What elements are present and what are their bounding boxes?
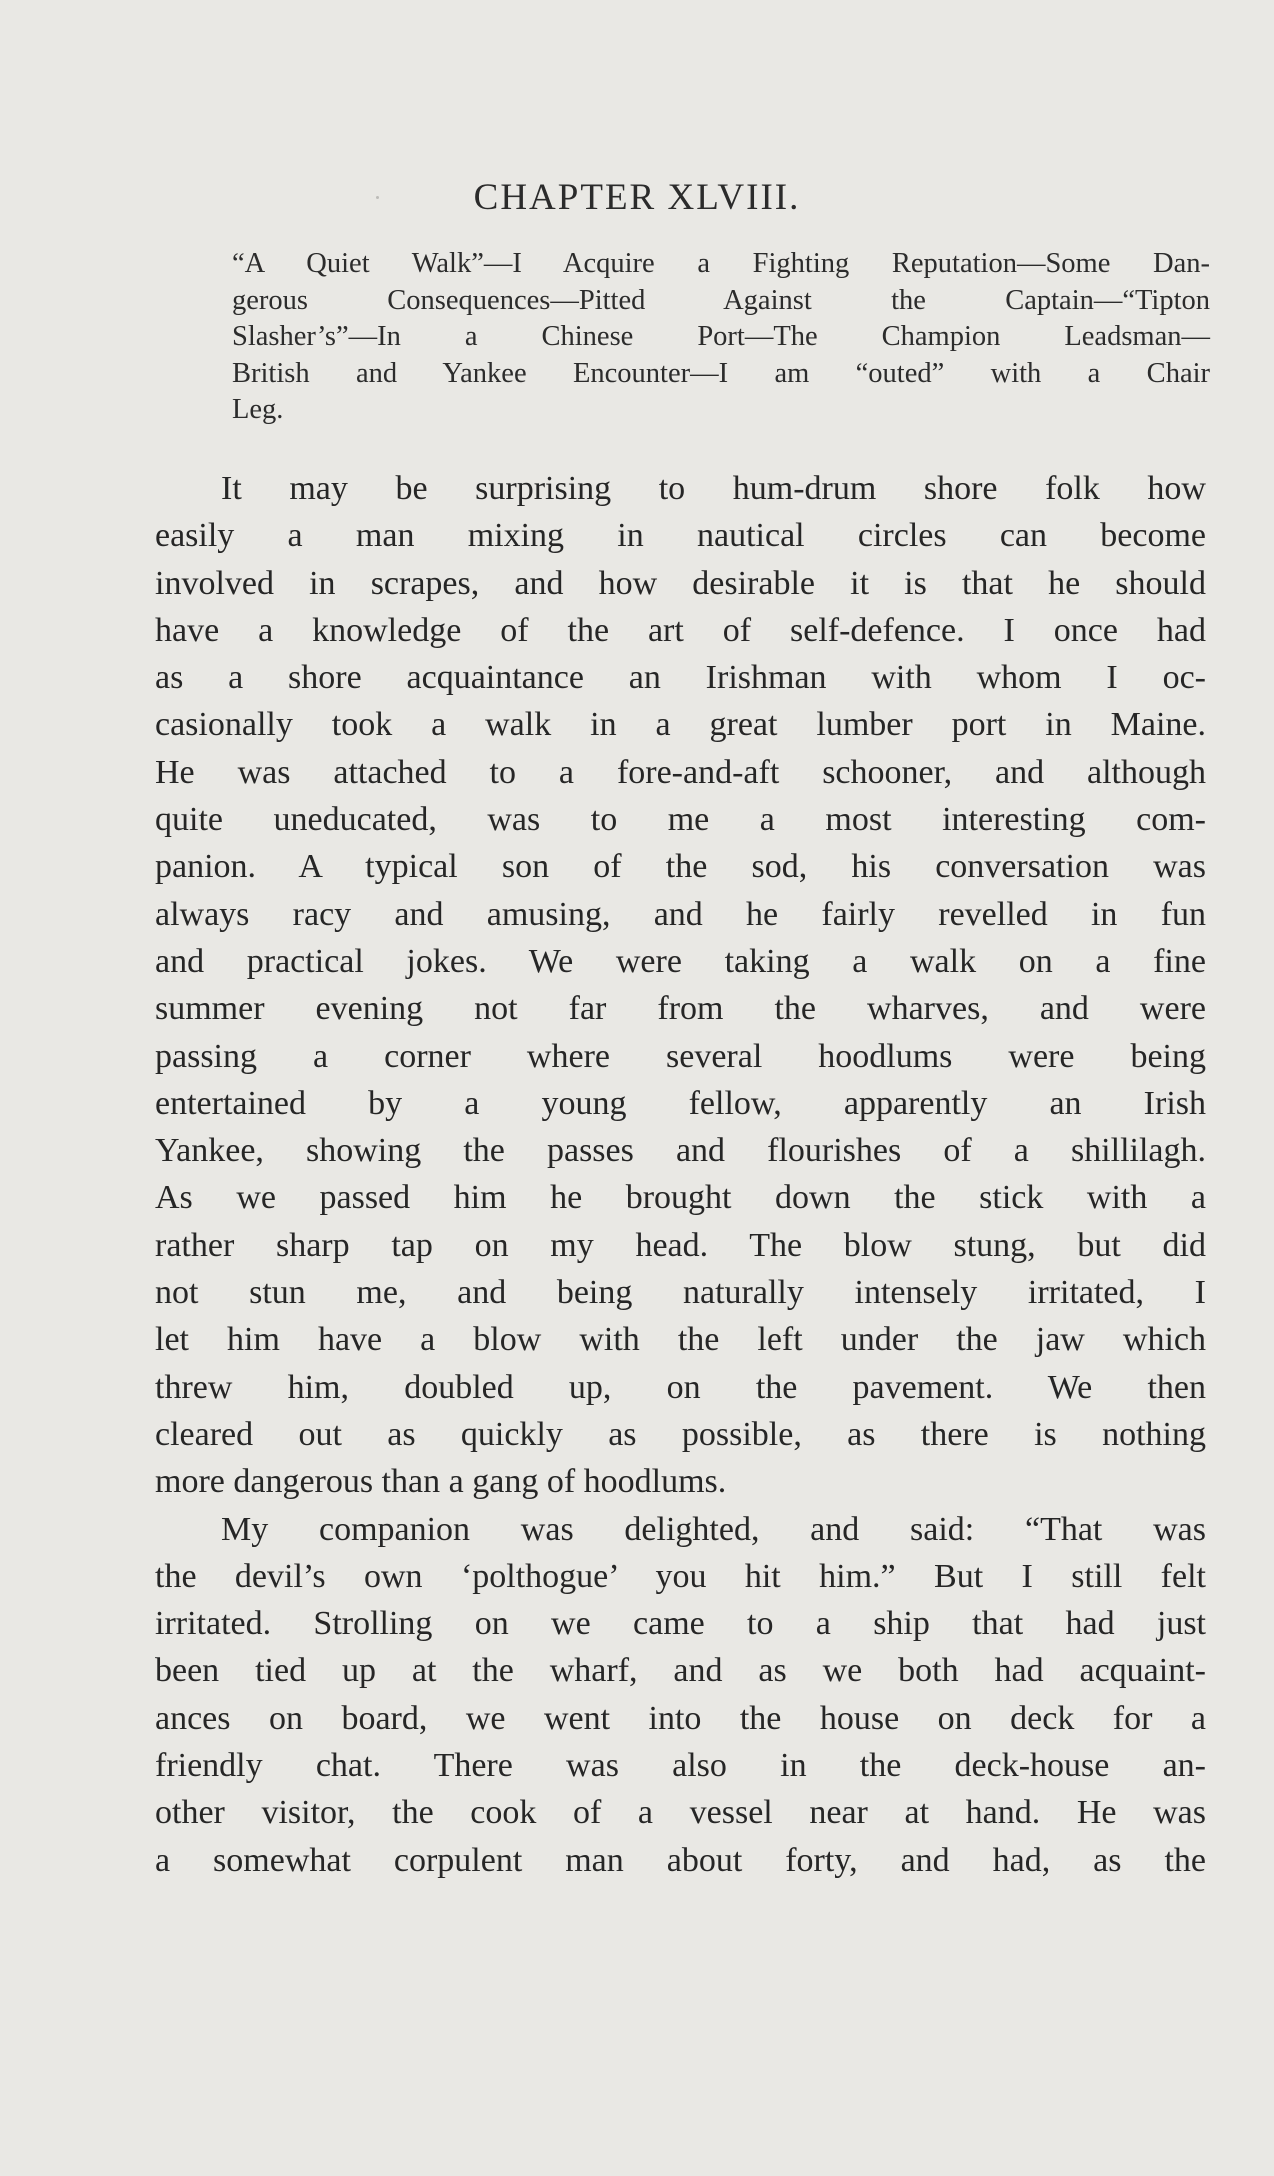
synopsis-line: British and Yankee Encounter—I am “outed” with a Chair (232, 357, 1210, 389)
text-line: passing a corner where several hoodlums were being (155, 1037, 1206, 1075)
text-line: involved in scrapes, and how desirable it is that he should (155, 564, 1206, 602)
text-line: As we passed him he brought down the stick with a (155, 1179, 1206, 1217)
text-line: entertained by a young fellow, apparently an Irish (155, 1084, 1206, 1122)
text-line: not stun me, and being naturally intensely irritated, I (155, 1274, 1206, 1312)
text-line: panion. A typical son of the sod, his conversation was (155, 848, 1206, 886)
text-line: Yankee, showing the passes and flourishes of a shillilagh. (155, 1132, 1206, 1170)
text-line: He was attached to a fore-and-aft schooner, and although (155, 753, 1206, 791)
text-line: It may be surprising to hum-drum shore folk how (221, 470, 1206, 507)
text-line: summer evening not far from the wharves, and were (155, 990, 1206, 1028)
synopsis-line: Slasher’s”—In a Chinese Port—The Champion Leadsman— (232, 321, 1210, 352)
paragraph-2 (155, 1506, 1206, 1884)
text-line: always racy and amusing, and he fairly revelled in fun (155, 895, 1206, 933)
text-line: quite uneducated, was to me a most interesting com- (155, 801, 1206, 839)
text-line: casionally took a walk in a great lumber port in Maine. (155, 706, 1206, 744)
text-line: easily a man mixing in nautical circles can become (155, 517, 1206, 555)
text-line: have a knowledge of the art of self-defence. I once had (155, 611, 1206, 649)
text-line: rather sharp tap on my head. The blow stung, but did (155, 1226, 1206, 1264)
chapter-title: CHAPTER XLVIII. (473, 177, 801, 218)
text-line: friendly chat. There was also in the deck-house an- (155, 1747, 1206, 1785)
body-text (155, 465, 1206, 1884)
text-line: as a shore acquaintance an Irishman with whom I oc- (155, 659, 1206, 697)
synopsis-line: gerous Consequences—Pitted Against the Captain—“Tipton (232, 284, 1210, 316)
synopsis-line: “A Quiet Walk”—I Acquire a Fighting Reputation—Some Dan- (232, 248, 1210, 279)
text-line: more dangerous than a gang of hoodlums. (155, 1463, 727, 1501)
text-line: been tied up at the wharf, and as we both had acquaint- (155, 1652, 1206, 1690)
text-line: irritated. Strolling on we came to a ship that had just (155, 1605, 1206, 1643)
text-line: the devil’s own ‘polthogue’ you hit him.” But I still felt (155, 1557, 1206, 1595)
text-line: threw him, doubled up, on the pavement. We then (155, 1368, 1206, 1406)
chapter-synopsis (232, 246, 1210, 429)
paragraph-1 (155, 465, 1206, 1506)
text-line: let him have a blow with the left under the jaw which (155, 1321, 1206, 1359)
text-line: a somewhat corpulent man about forty, and had, as the (155, 1841, 1206, 1879)
text-line: My companion was delighted, and said: “That was (221, 1510, 1206, 1548)
text-line: other visitor, the cook of a vessel near at hand. He was (155, 1794, 1206, 1832)
synopsis-line: Leg. (232, 394, 284, 425)
text-line: ances on board, we went into the house on deck for a (155, 1699, 1206, 1737)
text-line: and practical jokes. We were taking a walk on a fine (155, 942, 1206, 980)
text-line: cleared out as quickly as possible, as there is nothing (155, 1415, 1206, 1453)
